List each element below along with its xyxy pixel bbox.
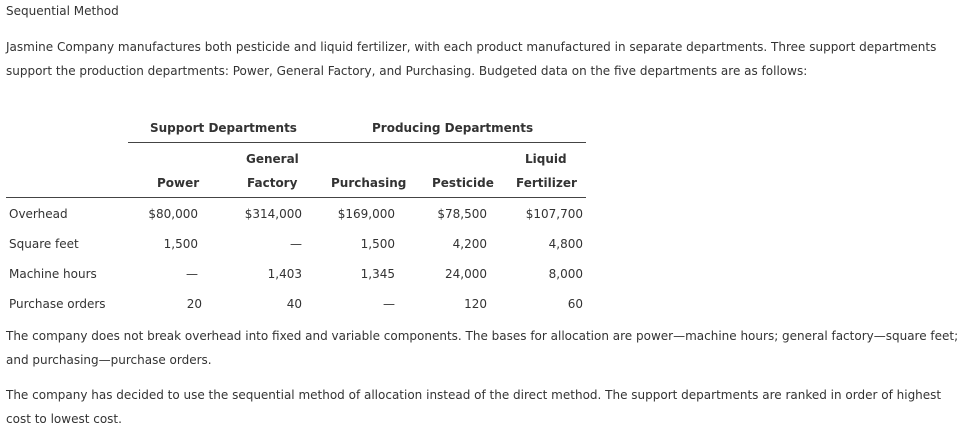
cell-purchasing: — [383,297,395,311]
support-departments-header: Support Departments [150,121,297,135]
producing-departments-header: Producing Departments [372,121,534,135]
sequential-method-paragraph: The company has decided to use the sequential method of allocation instead of the direct method. The support departments are ranked in order of highest cost to lowest cost. [6,388,942,426]
cell-power: 1,500 [163,237,198,251]
intro-paragraph: Jasmine Company manufactures both pesticide and liquid fertilizer, with each product manufactured in separate departments. Three support departments support the production departments: Power, General Factory, and Purchasing. Budgeted data on the five departments are as follows: [6,40,937,78]
cell-purchasing: 1,500 [360,237,395,251]
cell-pesticide: 120 [464,297,487,311]
row-label: Machine hours [9,267,97,281]
cell-pesticide: $78,500 [437,207,487,221]
col-header-general-line1: General [246,152,299,166]
cell-purchasing: $169,000 [337,207,395,221]
cell-liquid: 60 [567,297,583,311]
cell-pesticide: 4,200 [452,237,487,251]
group-header-rule [128,142,586,143]
cell-liquid: 4,800 [548,237,583,251]
cell-general: 40 [286,297,302,311]
cell-pesticide: 24,000 [445,267,487,281]
row-label: Overhead [9,207,68,221]
cell-power: $80,000 [148,207,198,221]
cell-liquid: 8,000 [548,267,583,281]
cell-general: 1,403 [267,267,302,281]
cell-general: — [290,237,302,251]
col-header-pesticide: Pesticide [432,176,494,190]
col-header-liquid-line2: Fertilizer [516,176,577,190]
cell-general: $314,000 [244,207,302,221]
col-header-power: Power [157,176,200,190]
cell-liquid: $107,700 [525,207,583,221]
col-header-purchasing: Purchasing [331,176,407,190]
col-header-liquid-line1: Liquid [525,152,567,166]
cell-power: — [186,267,198,281]
column-header-rule [6,197,586,198]
allocation-bases-paragraph: The company does not break overhead into fixed and variable components. The bases for allocation are power—machine hours; general factory—square feet; and purchasing—purchase orders. [6,329,959,367]
col-header-general-line2: Factory [247,176,298,190]
row-label: Purchase orders [9,297,106,311]
cell-power: 20 [186,297,202,311]
row-label: Square feet [9,237,79,251]
page-title: Sequential Method [6,4,119,18]
cell-purchasing: 1,345 [360,267,395,281]
